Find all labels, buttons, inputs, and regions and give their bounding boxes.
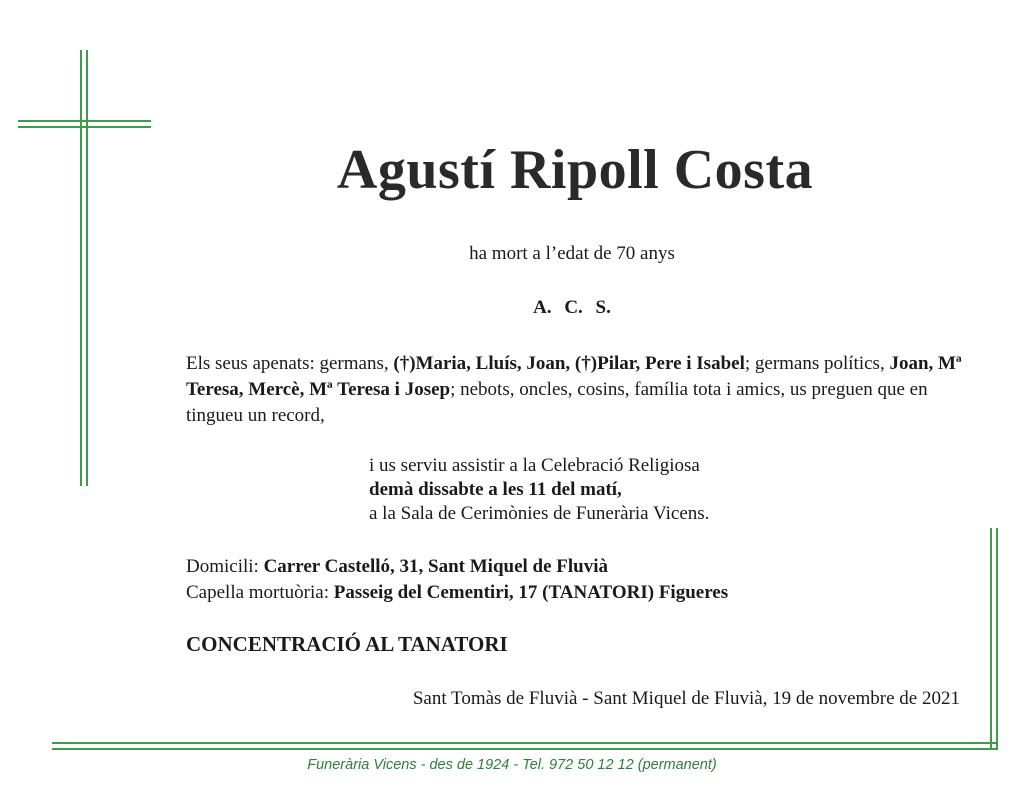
bottom-border-line bbox=[52, 748, 998, 750]
in-laws-names: Joan, Mª Teresa, Mercè, Mª Teresa i Josep bbox=[186, 353, 962, 400]
bottom-border-line bbox=[52, 742, 998, 744]
cross-vertical-line bbox=[86, 50, 88, 486]
family-text: ; germans polítics, bbox=[744, 353, 890, 374]
family-text: Els seus apenats: germans, bbox=[186, 353, 394, 374]
service-location: a la Sala de Cerimònies de Funerària Vicens. bbox=[369, 503, 710, 524]
family-paragraph bbox=[186, 351, 966, 429]
chapel-value: Passeig del Cementiri, 17 (TANATORI) Figueres bbox=[333, 582, 729, 603]
address-block bbox=[186, 554, 886, 606]
siblings-names: (†)Maria, Lluís, Joan, (†)Pilar, Pere i Isabel bbox=[393, 353, 745, 374]
home-label: Domicili: bbox=[186, 556, 264, 577]
concentration-notice: CONCENTRACIÓ AL TANATORI bbox=[186, 632, 508, 656]
footer-funeral-home: Funerària Vicens - des de 1924 - Tel. 972 50 12 12 (permanent) bbox=[307, 757, 717, 773]
home-address bbox=[186, 554, 886, 580]
age-line: ha mort a l’edat de 70 anys bbox=[469, 243, 675, 264]
initials: A. C. S. bbox=[533, 297, 611, 318]
place-and-date: Sant Tomàs de Fluvià - Sant Miquel de Fluvià, 19 de novembre de 2021 bbox=[412, 688, 960, 709]
cross-horizontal-line bbox=[18, 126, 151, 128]
chapel-label: Capella mortuòria: bbox=[186, 582, 334, 603]
right-border-line bbox=[990, 528, 992, 748]
right-border-line bbox=[996, 528, 998, 748]
home-value: Carrer Castelló, 31, Sant Miquel de Fluvià bbox=[263, 556, 609, 577]
family-text: ; nebots, oncles, cosins, família tota i amics, us preguen que en tingueu un record, bbox=[186, 379, 928, 426]
cross-horizontal-line bbox=[18, 120, 151, 122]
cross-vertical-line bbox=[80, 50, 82, 486]
service-date: demà dissabte a les 11 del matí, bbox=[369, 479, 622, 500]
chapel-address bbox=[186, 580, 886, 606]
deceased-name: Agustí Ripoll Costa bbox=[336, 139, 814, 201]
service-block bbox=[369, 454, 849, 526]
service-line: i us serviu assistir a la Celebració Religiosa bbox=[369, 455, 700, 476]
